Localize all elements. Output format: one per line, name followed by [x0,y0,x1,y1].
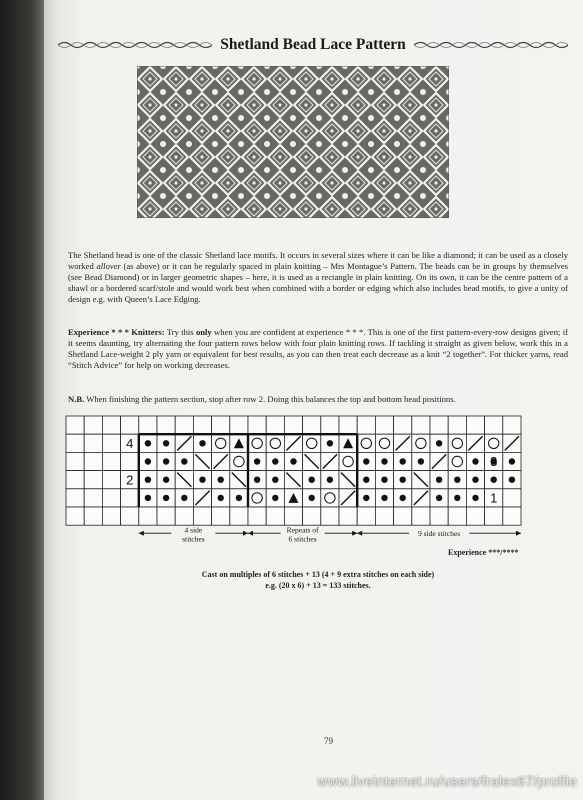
chart-cell [66,416,84,434]
chart-cell [357,507,375,525]
cast-on-line-1: Cast on multiples of 6 stitches + 13 (4 + 9 extra stitches on each side) [201,570,435,579]
chart-cell [66,507,84,525]
nb-paragraph [68,394,568,405]
chart-cell [448,416,466,434]
chart-cell [84,471,102,489]
left-ornament [58,40,212,50]
bead-dot [472,495,478,501]
bead-dot [199,477,205,483]
bead-dot [272,495,278,501]
experience-only: only [195,327,212,337]
chart-cell [485,507,503,525]
bead-dot [381,477,387,483]
chart-cell [175,416,193,434]
chart-cell [485,434,503,452]
chart-cell [339,452,357,470]
chart-cell [248,507,266,525]
chart-cell [503,416,521,434]
intro-allover: allover [96,261,121,271]
bead-dot [290,458,296,464]
chart-cell [303,434,321,452]
bead-dot [309,495,315,501]
chart-cell [212,416,230,434]
knitting-chart [64,414,534,564]
chart-cell [394,507,412,525]
bead-dot [163,477,169,483]
bead-dot [418,458,424,464]
label-side-stitches: 4 side stitches [182,525,205,544]
bead-dot [400,477,406,483]
chart-cell [175,507,193,525]
chart-cell [102,471,120,489]
chart-cell [303,416,321,434]
chart-cell [139,416,157,434]
chart-cell [357,416,375,434]
chart-cell [284,507,302,525]
bead-dot [309,477,315,483]
chart-cell [303,507,321,525]
chart-cell [503,489,521,507]
chart-cell [321,507,339,525]
experience-paragraph [68,327,568,371]
right-ornament [414,40,568,50]
chart-cell [157,416,175,434]
bead-dot [327,477,333,483]
chart-cell [66,471,84,489]
chart-cell [339,416,357,434]
bead-dot [454,495,460,501]
bead-dot [254,458,260,464]
chart-cell [66,489,84,507]
page-header [58,34,568,56]
bead-dot [181,458,187,464]
chart-cell [466,416,484,434]
bead-dot [491,477,497,483]
bead-dot [254,477,260,483]
chart-cell [448,452,466,470]
chart-cell [157,507,175,525]
bead-dot [145,477,151,483]
chart-cell [230,507,248,525]
chart-cell [102,416,120,434]
chart-cell [394,416,412,434]
page-number: 79 [324,736,333,746]
chart-cell [375,434,393,452]
bead-dot [272,477,278,483]
chart-cell [212,507,230,525]
bead-dot [454,477,460,483]
chart-cell [121,489,139,507]
bead-dot [181,495,187,501]
lace-sample-photo [137,66,449,218]
book-page [44,0,583,800]
intro-text-1: The Shetland bead is one of the classic Shetland lace motifs. It occurs in several sizes where it can be like a diamond; it can be used as a closely worked [68,250,568,271]
bead-dot [472,458,478,464]
experience-lead: Experience * * * Knitters: [68,327,165,337]
intro-text-2: (as above) or it can be regularly spaced in plain knitting – Mrs Montague’s Pattern. The beads can be in groups by themselves (see Bead Diamond) or in larger geometric shapes – here, it is used as a rectangle in plain knitting. On its own, it can be the centre pattern of a shawl or a bordered scarf/stole and would work best when combined with a border or edging which also includes bead motifs, to give a unity of design e.g. with Queen’s Lace Edging. [68,261,568,304]
chart-cell [412,416,430,434]
bead-dot [363,495,369,501]
chart-cell [102,452,120,470]
row-label-3: 3 [490,454,498,470]
bead-dot [236,495,242,501]
chart-cell [230,452,248,470]
bead-dot [145,440,151,446]
chart-cell [448,434,466,452]
chart-cell [230,416,248,434]
arrow-side-left-head-left [139,531,144,536]
label-repeats: Repeats of 6 stitches [286,525,319,544]
bead-dot [218,495,224,501]
experience-tag: Experience ***/**** [448,548,519,557]
chart-cell [248,434,266,452]
chart-cell [357,434,375,452]
chart-cell [448,507,466,525]
cast-on-note [68,569,568,591]
chart-cell [84,507,102,525]
chart-cell [266,416,284,434]
chart-cell [430,507,448,525]
chart-cell [84,489,102,507]
bead-dot [381,458,387,464]
book-gutter [0,0,44,800]
chart-cell [84,416,102,434]
bead-dot [272,458,278,464]
chart-cell [266,507,284,525]
arrow-nine-head-right [516,531,521,536]
nb-label: N.B. [68,394,85,404]
chart-cell [412,434,430,452]
chart-cell [284,416,302,434]
bead-dot [381,495,387,501]
arrow-side-left-head-right [243,531,248,536]
chart-cell [66,452,84,470]
chart-cell [485,416,503,434]
chart-cell [121,452,139,470]
bead-dot [327,440,333,446]
chart-cell [193,416,211,434]
chart-cell [121,507,139,525]
chart-cell [248,416,266,434]
chart-cell [102,434,120,452]
chart-cell [375,507,393,525]
chart-cell [84,452,102,470]
arrow-repeat-head-right [352,531,357,536]
bead-dot [363,477,369,483]
bead-dot [436,477,442,483]
arrow-nine-head-left [357,531,362,536]
bead-dot [163,458,169,464]
chart-cell [102,489,120,507]
chart-cell [193,507,211,525]
bead-dot [400,458,406,464]
bead-dot [436,495,442,501]
chart-cell [430,416,448,434]
bead-dot [436,440,442,446]
chart-cell [121,416,139,434]
experience-text-a: Try this [164,327,196,337]
chart-cell [84,434,102,452]
bead-dot [199,440,205,446]
bead-dot [509,477,515,483]
cast-on-line-2: e.g. (20 x 6) + 13 = 133 stitches. [265,581,371,590]
arrow-repeat-head-left [248,531,253,536]
row-label-1: 1 [490,490,498,506]
bead-dot [400,495,406,501]
chart-cell [66,434,84,452]
bead-dot [472,477,478,483]
nb-text: When finishing the pattern section, stop after row 2. Doing this balances the top and bottom bead positions. [84,394,456,404]
page-title: Shetland Bead Lace Pattern [220,36,406,53]
experience-text-b: when you are confident at experience * * *. This is one of the first pattern-every-row designs given; if it seems daunting, try alternating the four pattern rows below with four plain knitting rows. If tackling it straight as given below, work this in a Shetland Lace-weight 2 ply yarn or equivalent for best results, as you can then treat each decrease as a knit “2 together”. For thicker yarns, read “Stitch Advice” for help on working decreases. [68,327,568,370]
chart-cell [212,434,230,452]
chart-cell [339,507,357,525]
row-label-2: 2 [126,472,134,488]
watermark: www.liveinternet.ru/users/fralex67/profile [317,773,577,789]
chart-cell [321,489,339,507]
chart-cell [139,507,157,525]
bead-dot [163,495,169,501]
chart-cell [321,416,339,434]
chart-cell [266,434,284,452]
chart-cell [503,507,521,525]
bead-dot [145,495,151,501]
chart-cell [102,507,120,525]
chart-cell [466,507,484,525]
row-label-4: 4 [126,435,134,451]
bead-dot [509,458,515,464]
bead-dot [163,440,169,446]
bead-dot [218,477,224,483]
chart-cell [412,507,430,525]
intro-paragraph [68,250,568,305]
chart-cell [375,416,393,434]
chart-cell [248,489,266,507]
bead-dot [363,458,369,464]
bead-dot [145,458,151,464]
label-nine-stitches: 9 side stitches [418,529,461,539]
